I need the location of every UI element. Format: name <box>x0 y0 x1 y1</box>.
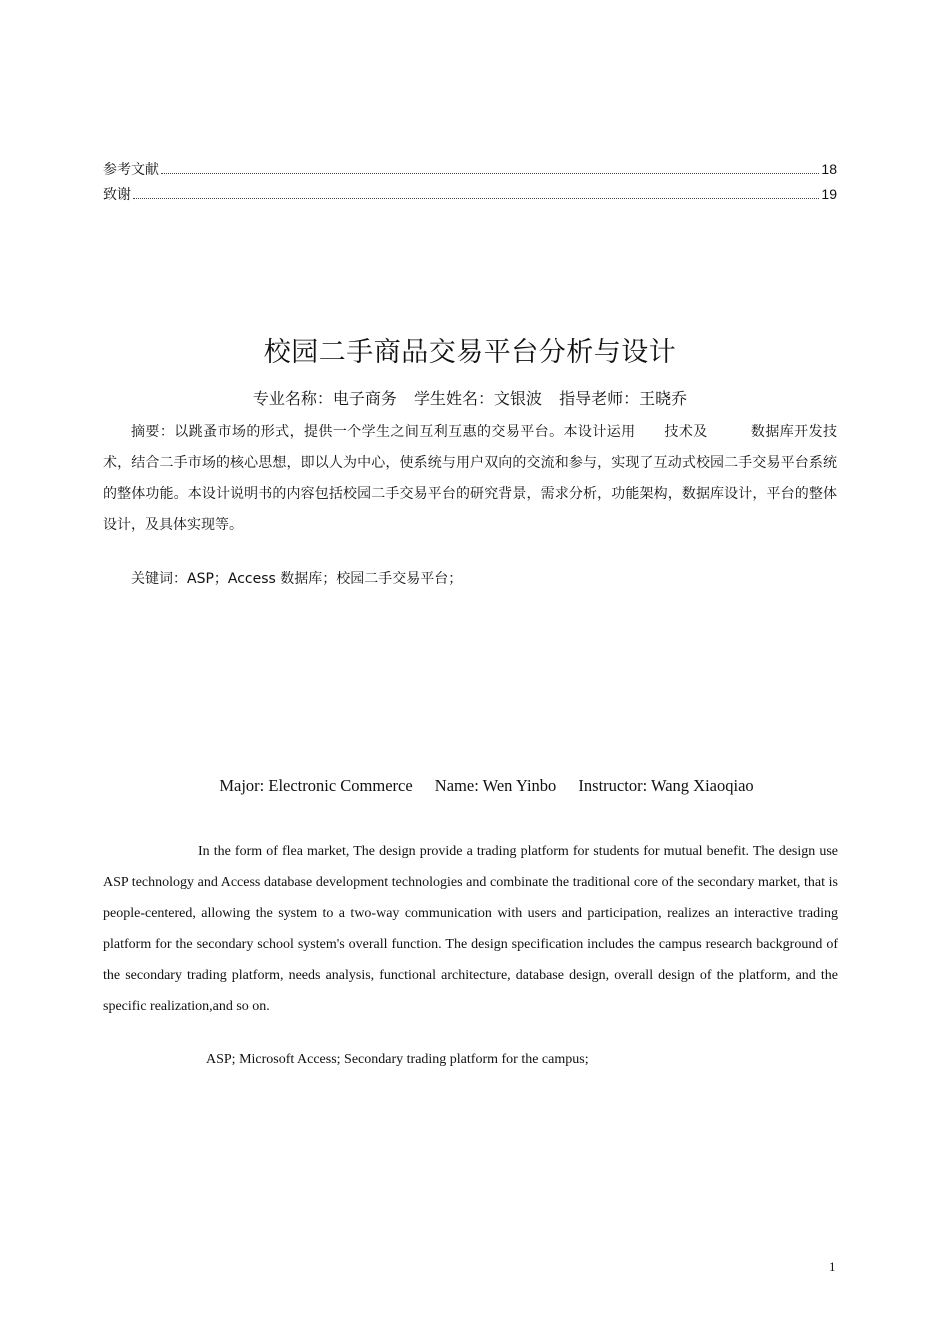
toc-label: 致谢 <box>103 187 131 203</box>
page-number: 1 <box>829 1259 836 1274</box>
toc-entry-references[interactable] <box>103 159 837 183</box>
instructor-english: Instructor: Wang Xiaoqiao <box>578 776 754 795</box>
author-meta-english <box>0 776 950 796</box>
toc-leader-dots <box>133 197 819 199</box>
major-label: 专业名称：电子商务 <box>252 389 397 408</box>
keywords-english: ASP; Microsoft Access; Secondary trading platform for the campus; <box>206 1052 589 1067</box>
keywords-chinese: 关键词：ASP；Access 数据库；校园二手交易平台； <box>131 571 463 587</box>
advisor-label: 指导老师：王晓乔 <box>559 389 688 408</box>
document-title: 校园二手商品交易平台分析与设计 <box>263 337 677 368</box>
abstract-chinese: 摘要：以跳蚤市场的形式，提供一个学生之间互利互惠的交易平台。本设计运用 技术及 数据库开发技术，结合二手市场的核心思想，即以人为中心，使系统与用户双向的交流和参与，实现了互动式校园二手交易平台系统的整体功能。本设计说明书的内容包括校园二手交易平台的研究背景，需求分析，功能架构，数据库设计，平台的整体设计，及具体实现等。 <box>103 424 837 533</box>
toc-leader-dots <box>161 172 819 174</box>
abstract-english: In the form of flea market, The design provide a trading platform for students for mutual benefit. The design use ASP technology and Access database development technologies and combinate the traditional core of the secondary market, that is people-centered, allowing the system to a two-way communication with users and participation, realizes an interactive trading platform for the secondary school system's overall function. The design specification includes the campus research background of the secondary trading platform, needs analysis, functional architecture, database design, overall design of the platform, and the specific realization,and so on. <box>103 844 838 1014</box>
toc-entry-acknowledgements[interactable] <box>103 184 837 208</box>
toc-page-number: 19 <box>821 186 837 202</box>
major-english: Major: Electronic Commerce <box>219 776 413 795</box>
author-meta <box>0 386 940 409</box>
toc-label: 参考文献 <box>103 162 159 178</box>
name-english: Name: Wen Yinbo <box>434 776 557 795</box>
toc-page-number: 18 <box>821 161 837 177</box>
student-label: 学生姓名：文银波 <box>413 389 542 408</box>
